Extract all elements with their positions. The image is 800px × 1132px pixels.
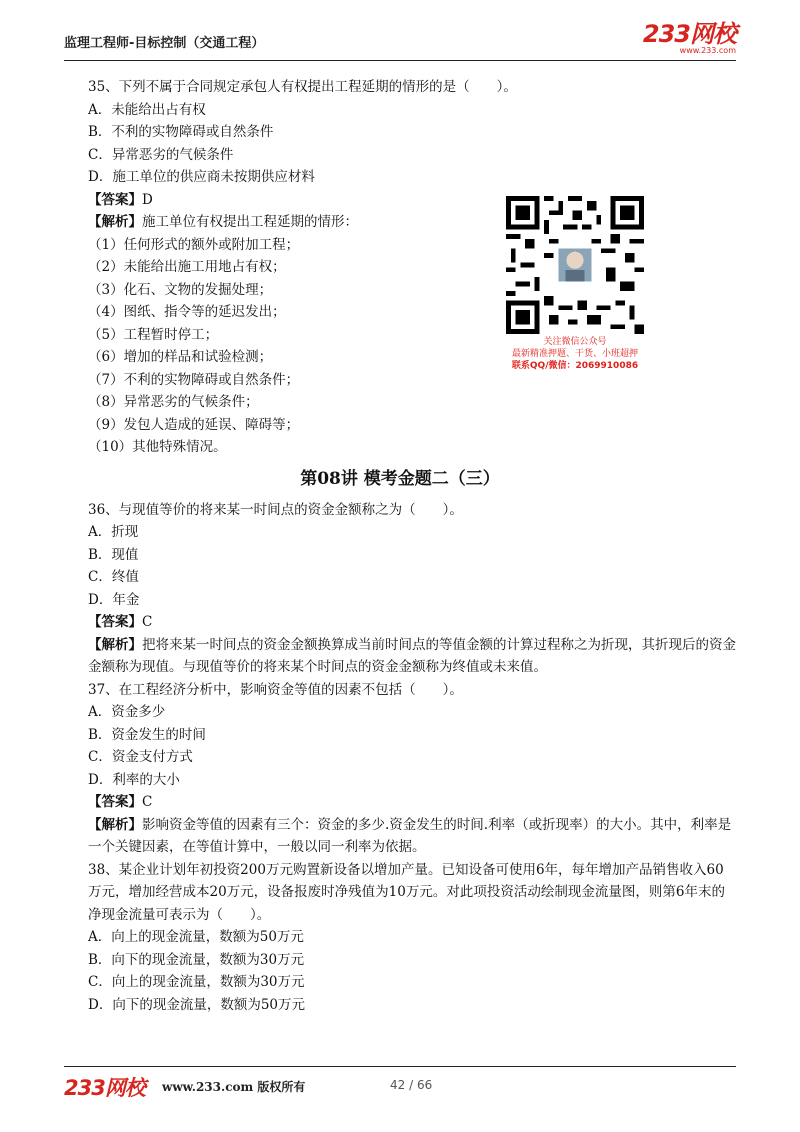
answer-value: C	[142, 614, 153, 630]
answer-tag: 【答案】	[88, 191, 142, 208]
header-divider	[64, 60, 736, 61]
question-37-stem: 37、在工程经济分析中，影响资金等值的因素不包括（ ）。	[88, 681, 463, 698]
qr-caption-line-1: 关注微信公众号	[543, 337, 607, 347]
analysis-tag: 【解析】	[88, 636, 142, 653]
q37-option-c: C．资金支付方式	[88, 749, 193, 765]
question-36-stem: 36、与现值等价的将来某一时间点的资金金额称之为（ ）。	[88, 501, 463, 518]
q36-option-c: C．终值	[88, 569, 139, 585]
wechat-qr-code-icon	[506, 196, 644, 334]
question-38-stem	[64, 859, 736, 927]
q35-option-c: C．异常恶劣的气候条件	[88, 146, 234, 163]
analysis-text: 施工单位有权提出工程延期的情形：	[142, 214, 358, 230]
q37-answer	[88, 791, 736, 814]
q35-reason-4: （4）图纸、指令等的延迟发出；	[88, 304, 286, 320]
brand-logo-url: www.233.com	[679, 46, 736, 55]
q37-option-a: A．资金多少	[88, 704, 166, 720]
q35-option-b: B．不利的实物障碍或自然条件	[88, 124, 274, 140]
footer-site-link[interactable]: www.233.com 版权所有	[162, 1080, 306, 1094]
q38-option-c: C．向上的现金流量，数额为30万元	[88, 974, 305, 990]
answer-tag: 【答案】	[88, 614, 142, 630]
q35-reason-8: （8）异常恶劣的气候条件；	[88, 394, 259, 410]
brand-logo-text: 233网校	[642, 20, 736, 48]
q38-option-b: B．向下的现金流量，数额为30万元	[88, 951, 305, 968]
analysis-tag: 【解析】	[88, 816, 142, 833]
q35-reason-1: （1）任何形式的额外或附加工程；	[88, 236, 300, 253]
q36-option-b: B．现值	[88, 546, 139, 563]
analysis-tag: 【解析】	[88, 214, 142, 230]
q35-reason-3: （3）化石、文物的发掘处理；	[88, 281, 273, 298]
q35-reason-5: （5）工程暂时停工；	[88, 326, 219, 343]
q36-option-d: D．年金	[88, 591, 140, 608]
question-35-stem: 35、下列不属于合同规定承包人有权提出工程延期的情形的是（ ）。	[88, 79, 517, 95]
q38-option-a: A．向上的现金流量，数额为50万元	[88, 929, 304, 945]
answer-tag: 【答案】	[88, 794, 142, 810]
q38-stem-text: 38、某企业计划年初投资200万元购置新设备以增加产量。已知设备可使用6年，每年增加产品销售收入60万元，增加经营成本20万元，设备报废时净残值为10万元。对此项投资活动绘制现金流量图，则第6年末的净现金流量可表示为（ ）。	[88, 861, 725, 923]
document-title: 监理工程师-目标控制（交通工程）	[64, 36, 265, 51]
qr-caption	[488, 336, 662, 372]
q35-option-a: A．未能给出占有权	[88, 101, 206, 118]
page-header	[64, 22, 736, 58]
brand-logo[interactable]	[643, 22, 736, 55]
q37-option-d: D．利率的大小	[88, 771, 180, 788]
analysis-text: 影响资金等值的因素有三个：资金的多少.资金发生的时间.利率（或折现率）的大小。其中，利率是一个关键因素，在等值计算中，一般以同一利率为依据。	[88, 816, 732, 855]
footer-divider	[64, 1066, 736, 1067]
qr-caption-line-2: 最新精准押题、干货、小班超押	[511, 349, 638, 359]
qr-caption-line-3: 联系QQ/微信：2069910086	[511, 361, 639, 371]
answer-value: C	[142, 794, 153, 810]
q35-reason-2: （2）未能给出施工用地占有权；	[88, 259, 286, 275]
q35-reason-9: （9）发包人造成的延误、障碍等；	[88, 416, 300, 433]
q38-option-d: D．向下的现金流量，数额为50万元	[88, 996, 306, 1013]
q35-reason-6: （6）增加的样品和试验检测；	[88, 349, 273, 365]
section-title: 第08讲 模考金题二（三）	[300, 468, 500, 489]
q35-reason-7: （7）不利的实物障碍或自然条件；	[88, 371, 300, 388]
footer-logo[interactable]: 233网校	[64, 1076, 145, 1100]
q36-answer	[88, 611, 736, 634]
answer-value: D	[142, 191, 153, 208]
q36-option-a: A．折现	[88, 524, 139, 540]
analysis-text: 把将来某一时间点的资金金额换算成当前时间点的等值金额的计算过程称之为折现，其折现后的资金金额称为现值。与现值等价的将来某个时间点的资金金额称为终值或未来值。	[88, 636, 736, 675]
q37-option-b: B．资金发生的时间	[88, 726, 206, 743]
q36-analysis	[64, 634, 736, 679]
q35-option-d: D．施工单位的供应商未按期供应材料	[88, 169, 315, 185]
page-number: 42 / 66	[390, 1078, 433, 1092]
q37-analysis	[64, 814, 736, 859]
q35-reason-10: （10）其他特殊情况。	[88, 439, 227, 455]
